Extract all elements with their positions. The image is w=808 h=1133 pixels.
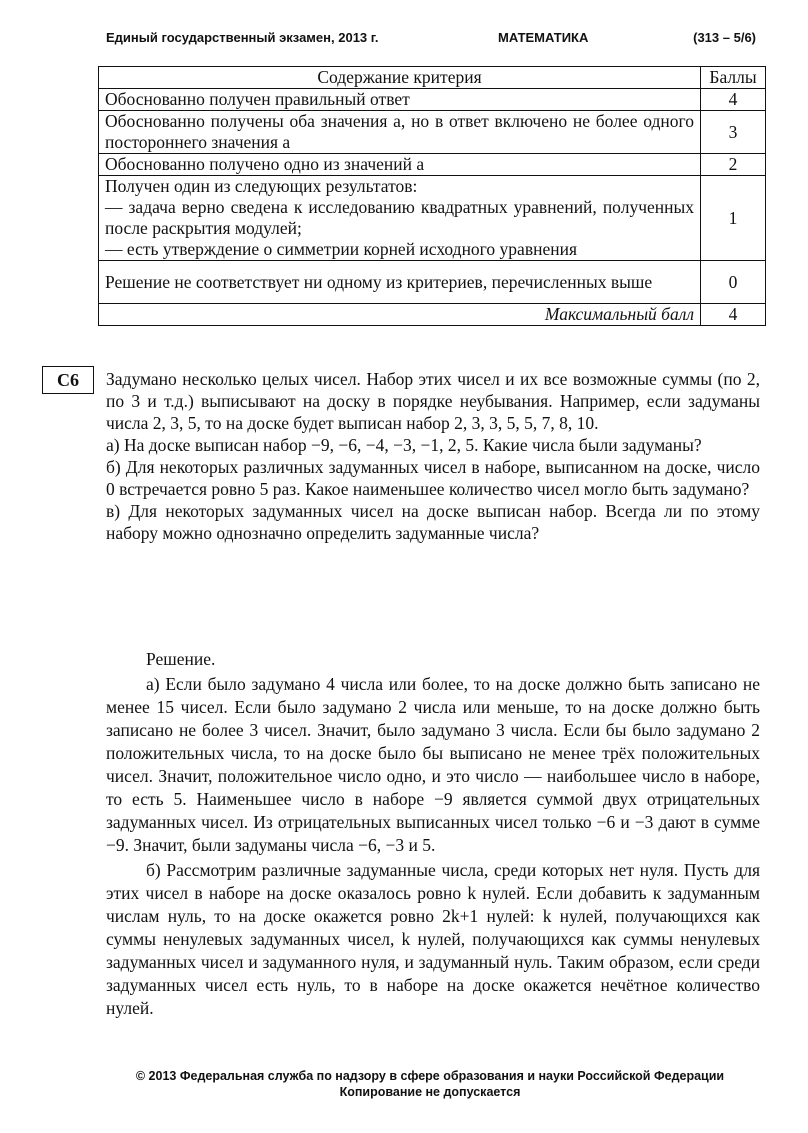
criteria-text: Обоснованно получены оба значения a, но в ответ включено не более одного постороннего значения a — [99, 111, 701, 154]
task-intro: Задумано несколько целых чисел. Набор этих чисел и их все возможные суммы (по 2, по 3 и т.д.) выписывают на доску в порядке неубывания. Например, если задуманы числа 2, 3, 5, то на доске будет выписан набор 2, 3, 3, 5, 5, 7, 8, 10. — [106, 369, 760, 433]
criteria-points: 4 — [701, 89, 766, 111]
criteria-row — [99, 111, 766, 154]
variant-code: (313 – 5/6) — [693, 30, 756, 45]
criteria-text: Обоснованно получен правильный ответ — [99, 89, 701, 111]
max-score-label: Максимальный балл — [99, 304, 701, 326]
criteria-list-item: — есть утверждение о симметрии корней исходного уравнения — [105, 239, 577, 259]
task-part-c: в) Для некоторых задуманных чисел на доске выписан набор. Всегда ли по этому набору можно однозначно определить задуманные числа? — [106, 501, 760, 543]
max-score-row — [99, 304, 766, 326]
solution-section — [106, 648, 760, 1020]
criteria-text: Получен один из следующих результатов: — [105, 176, 418, 196]
criteria-list-item: — задача верно сведена к исследованию квадратных уравнений, полученных после раскрытия модулей; — [105, 197, 694, 238]
criteria-row — [99, 176, 766, 261]
solution-title: Решение. — [146, 649, 216, 669]
criteria-points: 2 — [701, 154, 766, 176]
subject-title: МАТЕМАТИКА — [498, 30, 589, 45]
criteria-header-row — [99, 67, 766, 89]
exam-title: Единый государственный экзамен, 2013 г. — [106, 30, 379, 45]
criteria-row — [99, 89, 766, 111]
task-part-a: а) На доске выписан набор −9, −6, −4, −3, −1, 2, 5. Какие числа были задуманы? — [106, 435, 702, 455]
criteria-points: 1 — [701, 176, 766, 261]
copy-notice: Копирование не допускается — [339, 1085, 521, 1099]
criteria-text: Обоснованно получено одно из значений a — [99, 154, 701, 176]
solution-part-a: а) Если было задумано 4 числа или более, то на доске должно быть записано не менее 15 чисел. Если было задумано 2 числа или меньше, то на доске должно быть записано не более 3 чисел. Значит, было задумано 3 числа. Если бы было задумано 2 положительных числа, то на доске было бы выписано не менее трёх положительных чисел. Значит, положительное число одно, и это число — наибольшее число в наборе, то есть 5. Наименьшее число в наборе −9 является суммой двух отрицательных задуманных чисел. Из отрицательных выписанных чисел только −6 и −3 дают в сумме −9. Значит, были задуманы числа −6, −3 и 5. — [106, 674, 760, 855]
solution-part-b: б) Рассмотрим различные задуманные числа, среди которых нет нуля. Пусть для этих чисел в наборе на доске оказалось ровно k нулей. Если добавить к задуманным числам нуль, то на доске окажется ровно 2k+1 нулей: k нулей, получающихся как суммы ненулевых задуманных чисел, k нулей, получающихся как суммы ненулевых задуманных чисел и задуманного нуля, и задуманный нуль. Таким образом, если среди задуманных чисел есть нуль, то в наборе на доске окажется нечётное количество нулей. — [106, 860, 760, 1018]
task-part-b: б) Для некоторых различных задуманных чисел в наборе, выписанном на доске, число 0 встречается ровно 5 раз. Какое наименьшее количество чисел могло быть задумано? — [106, 457, 760, 499]
page-footer — [100, 1068, 760, 1100]
max-score-value: 4 — [701, 304, 766, 326]
criteria-points: 0 — [701, 261, 766, 304]
page-header — [106, 30, 756, 50]
criteria-text: Решение не соответствует ни одному из критериев, перечисленных выше — [99, 261, 701, 304]
criteria-points: 3 — [701, 111, 766, 154]
criteria-table — [98, 66, 766, 326]
task-label: C6 — [42, 366, 94, 394]
copyright-line: © 2013 Федеральная служба по надзору в сфере образования и науки Российской Федерации — [135, 1069, 725, 1083]
task-statement — [106, 368, 760, 544]
criteria-row — [99, 154, 766, 176]
criteria-text-multi — [99, 176, 701, 261]
criteria-row — [99, 261, 766, 304]
col-points-header: Баллы — [701, 67, 766, 89]
col-content-header: Содержание критерия — [99, 67, 701, 89]
